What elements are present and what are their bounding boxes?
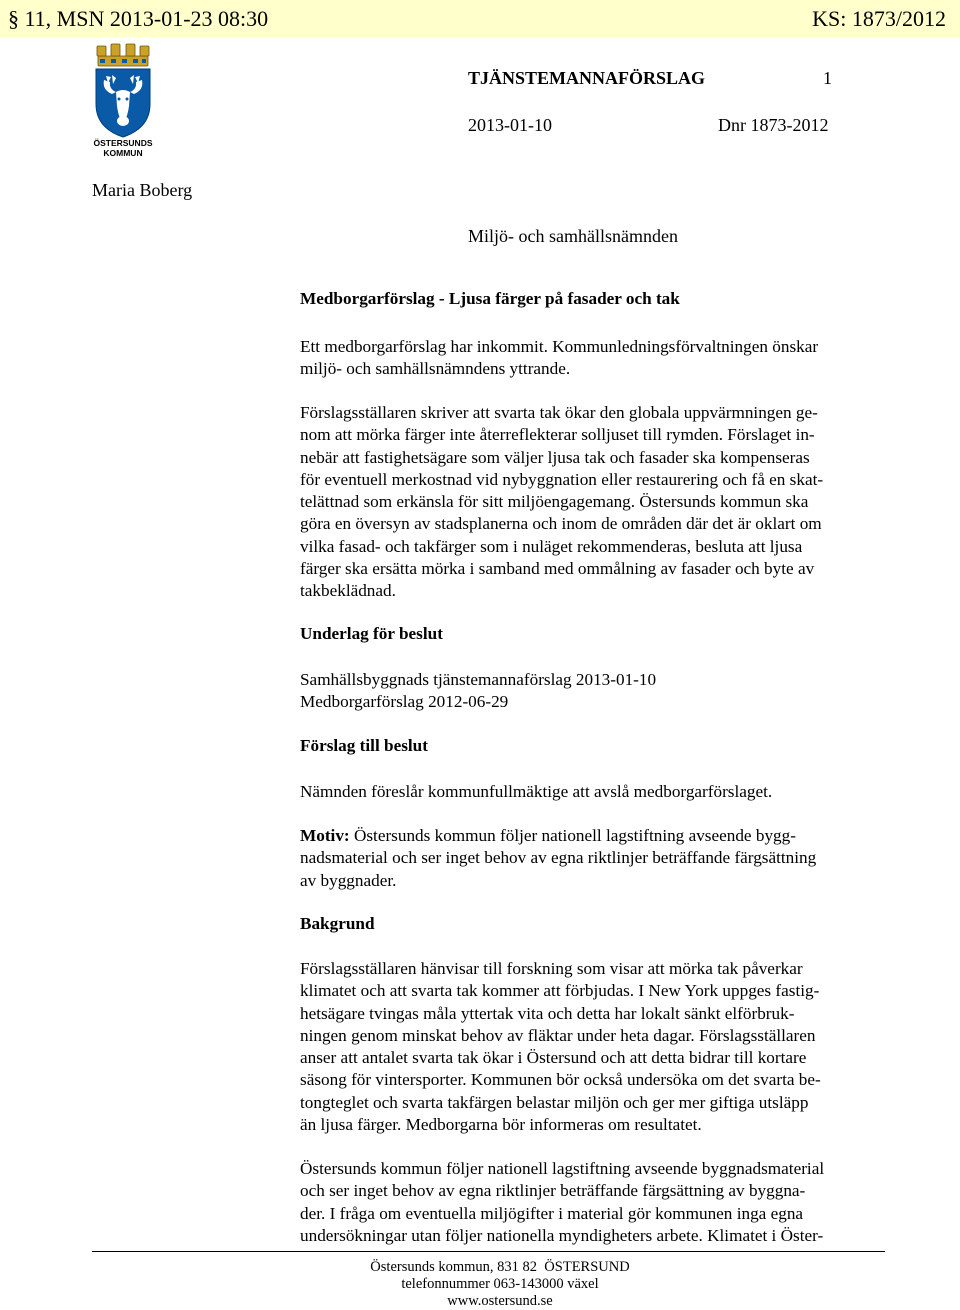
document-title: Medborgarförslag - Ljusa färger på fasader och tak: [300, 289, 680, 308]
underlag-list: [300, 669, 900, 714]
text-line: vilka fasad- och takfärger som i nuläget rekommenderas, besluta att ljusa: [300, 536, 803, 556]
text-line: än ljusa färger. Medborgarna bör informeras om resultatet.: [300, 1115, 702, 1135]
text-line: Förslagsställaren hänvisar till forskning som visar att mörka tak påverkar: [300, 959, 803, 978]
heading-underlag: Underlag för beslut: [300, 624, 443, 643]
banner-reference: § 11, MSN 2013-01-23 08:30: [8, 6, 269, 31]
diary-number: Dnr 1873-2012: [718, 115, 829, 135]
coat-of-arms-icon: [92, 42, 154, 138]
footer-divider: [92, 1251, 885, 1252]
text-line: miljö- och samhällsnämndens yttrande.: [300, 359, 571, 379]
logo-text-line2: KOMMUN: [103, 148, 143, 158]
text-line: telättnad som erkänsla för sitt miljöengagemang. Östersunds kommun ska: [300, 492, 809, 512]
text-line: der. I fråga om eventuella miljögifter i material gör kommunen inga egna: [300, 1203, 804, 1223]
text-line: Ett medborgarförslag har inkommit. Kommunledningsförvaltningen önskar: [300, 337, 819, 356]
municipality-logo: [92, 42, 154, 160]
paragraph-bakgrund-1: [300, 958, 900, 1136]
author-name: Maria Boberg: [92, 180, 193, 200]
document-type: TJÄNSTEMANNAFÖRSLAG: [468, 68, 706, 88]
paragraph-intro: [300, 336, 900, 381]
text-line: hetsägare tvingas måla yttertak vita och detta har lokalt sänkt elförbruk-: [300, 1003, 795, 1023]
paragraph-proposal: [300, 402, 900, 603]
document-banner: [0, 0, 960, 37]
text-line: nom att mörka färger inte återreflekterar solljuset till rymden. Förslaget in-: [300, 425, 815, 445]
recipient: Miljö- och samhällsnämnden: [468, 226, 678, 246]
text-line: färger ska ersätta mörka i samband med ommålning av fasader och byte av: [300, 559, 815, 579]
page-footer: [300, 1259, 700, 1310]
list-item: Medborgarförslag 2012-06-29: [300, 692, 509, 712]
text-line: tongteglet och svarta takfärgen belastar miljön och ger mer giftiga utsläpp: [300, 1092, 809, 1112]
text-line: nadsmaterial och ser inget behov av egna riktlinjer beträffande färgsättning: [300, 848, 817, 868]
footer-address: Östersunds kommun, 831 82 ÖSTERSUND: [370, 1259, 630, 1275]
motiv-text: Östersunds kommun följer nationell lagstiftning avseende bygg-: [349, 826, 796, 845]
text-line: [300, 825, 900, 847]
text-line: för eventuell merkostnad vid nybyggnation eller restaurering och få en skat-: [300, 469, 824, 489]
text-line: anser att antalet svarta tak ökar i Östersund och att detta bidrar till kortare: [300, 1048, 807, 1068]
text-line: säsong för vintersporter. Kommunen bör också undersöka om det svarta be-: [300, 1070, 821, 1090]
heading-bakgrund: Bakgrund: [300, 914, 375, 933]
page-number: 1: [823, 68, 832, 88]
logo-text-line1: ÖSTERSUNDS: [93, 138, 153, 148]
motiv-label: Motiv:: [300, 826, 350, 845]
footer-website: www.ostersund.se: [447, 1293, 553, 1309]
text-line: och ser inget behov av egna riktlinjer beträffande färgsättning av byggna-: [300, 1181, 806, 1201]
text-line: Förslagsställaren skriver att svarta tak ökar den globala uppvärmningen ge-: [300, 403, 818, 422]
decision-proposal: Nämnden föreslår kommunfullmäktige att avslå medborgarförslaget.: [300, 782, 773, 801]
banner-case-number: KS: 1873/2012: [812, 6, 946, 31]
text-line: av byggnader.: [300, 870, 397, 890]
text-line: takbeklädnad.: [300, 581, 396, 601]
text-line: nebär att fastighetsägare som väljer ljusa tak och fasader ska kompenseras: [300, 447, 810, 467]
text-line: göra en översyn av stadsplanerna och inom de områden där det är oklart om: [300, 514, 822, 534]
text-line: Östersunds kommun följer nationell lagstiftning avseende byggnadsmaterial: [300, 1159, 825, 1178]
paragraph-bakgrund-2: [300, 1158, 900, 1247]
text-line: undersökningar utan följer nationella myndigheters arbete. Klimatet i Öster-: [300, 1225, 824, 1245]
document-date: 2013-01-10: [468, 115, 552, 135]
list-item: Samhällsbyggnads tjänstemannaförslag 2013-01-10: [300, 670, 657, 689]
text-line: ningen genom minskat behov av fläktar under heta dagar. Förslagsställaren: [300, 1025, 816, 1045]
heading-forslag: Förslag till beslut: [300, 736, 428, 755]
text-line: klimatet och att svarta tak kommer att förbjudas. I New York uppges fastig-: [300, 981, 820, 1001]
paragraph-motiv: [300, 825, 900, 892]
footer-phone: telefonnummer 063-143000 växel: [401, 1276, 599, 1292]
